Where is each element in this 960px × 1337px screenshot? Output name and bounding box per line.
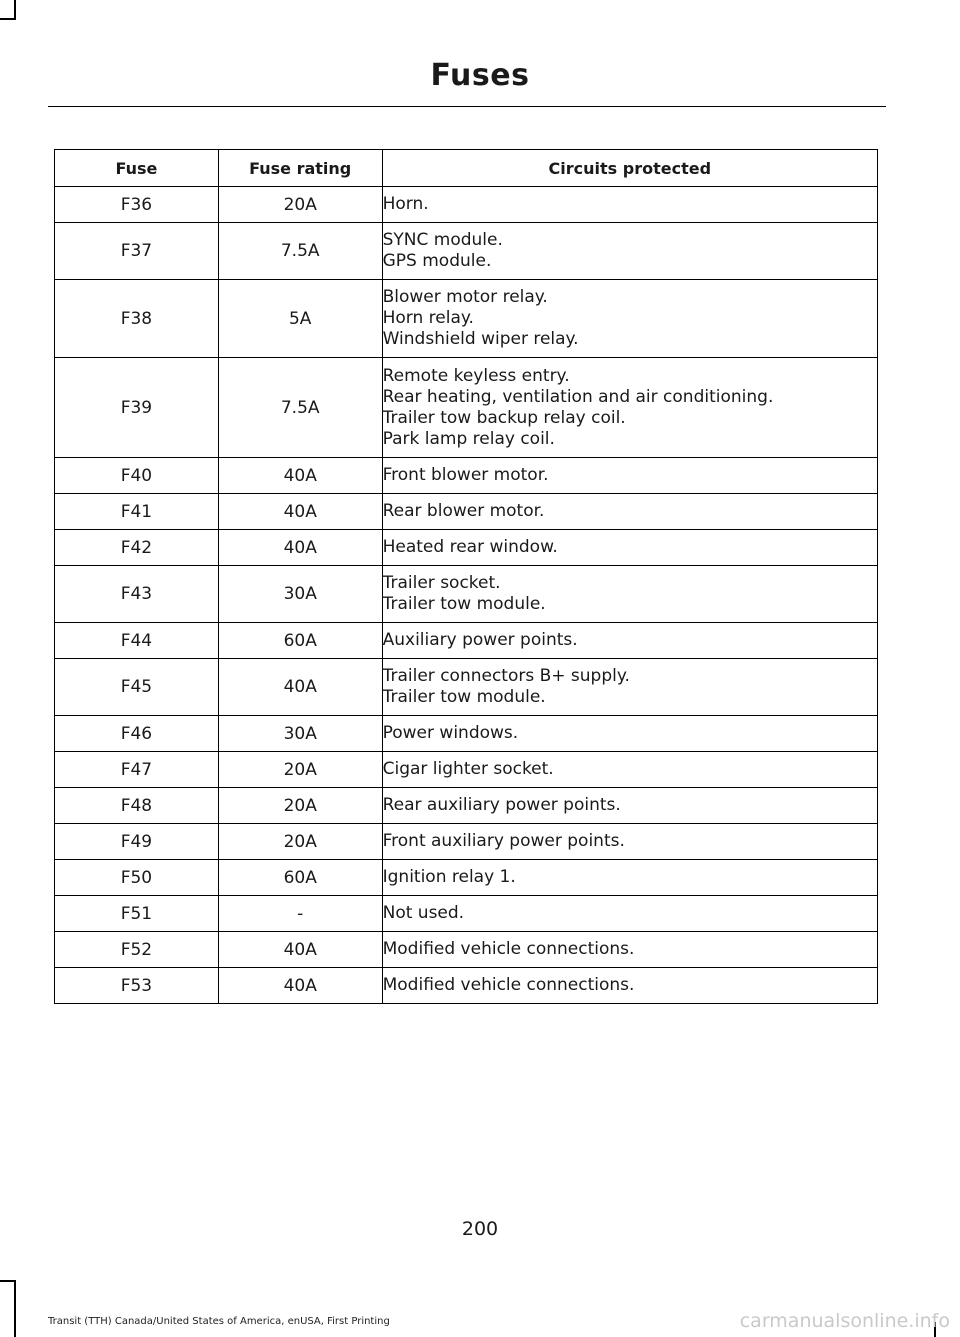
circuit-line: Rear blower motor. <box>382 501 545 521</box>
table-row <box>55 716 878 752</box>
title-divider <box>48 106 886 107</box>
crop-mark <box>0 18 16 20</box>
circuits-cell <box>382 623 877 659</box>
circuit-line: SYNC module. <box>382 230 503 250</box>
crop-mark <box>14 0 16 20</box>
circuit-line: Cigar lighter socket. <box>382 759 554 779</box>
fuse-id-cell: F45 <box>55 659 219 716</box>
fuse-rating-cell: - <box>218 896 382 932</box>
circuit-line: Trailer tow module. <box>382 687 546 707</box>
page-title: Fuses <box>430 58 530 93</box>
crop-mark <box>14 1280 16 1337</box>
watermark: carmanualsonline.info <box>739 1310 950 1332</box>
circuits-cell <box>382 458 877 494</box>
circuits-cell <box>382 187 877 223</box>
fuse-id-cell: F43 <box>55 566 219 623</box>
table-row <box>55 358 878 458</box>
circuit-line: Rear auxiliary power points. <box>382 795 621 815</box>
circuits-cell <box>382 566 877 623</box>
circuits-cell <box>382 716 877 752</box>
fuse-rating-cell: 40A <box>218 458 382 494</box>
circuits-cell <box>382 896 877 932</box>
circuits-cell <box>382 788 877 824</box>
table-row <box>55 494 878 530</box>
fuse-rating-cell: 60A <box>218 623 382 659</box>
circuit-line: Modified vehicle connections. <box>382 975 635 995</box>
fuse-id-cell: F46 <box>55 716 219 752</box>
circuit-line: Power windows. <box>382 723 519 743</box>
circuits-cell <box>382 860 877 896</box>
circuit-line: Trailer tow backup relay coil. <box>382 407 626 428</box>
fuse-rating-cell: 20A <box>218 752 382 788</box>
fuse-id-cell: F44 <box>55 623 219 659</box>
table-row <box>55 566 878 623</box>
fuse-id-cell: F53 <box>55 968 219 1004</box>
fuse-rating-cell: 40A <box>218 932 382 968</box>
table-header-row <box>55 150 878 187</box>
fuse-rating-cell: 30A <box>218 566 382 623</box>
circuit-line: Horn relay. <box>382 308 474 328</box>
fuse-id-cell: F37 <box>55 223 219 280</box>
fuse-rating-cell: 40A <box>218 494 382 530</box>
circuit-line: Ignition relay 1. <box>382 867 516 887</box>
circuit-line: Blower motor relay. <box>382 287 548 307</box>
fuse-id-cell: F52 <box>55 932 219 968</box>
table-row <box>55 623 878 659</box>
circuits-cell <box>382 358 877 458</box>
table-row <box>55 458 878 494</box>
fuse-rating-cell: 40A <box>218 968 382 1004</box>
table-row <box>55 752 878 788</box>
column-header-circuits: Circuits protected <box>382 150 877 187</box>
fuse-id-cell: F51 <box>55 896 219 932</box>
circuits-cell <box>382 752 877 788</box>
circuit-line: GPS module. <box>382 251 492 271</box>
fuse-id-cell: F49 <box>55 824 219 860</box>
table-row <box>55 223 878 280</box>
circuit-line: Remote keyless entry. <box>382 365 570 386</box>
circuit-line: Park lamp relay coil. <box>382 428 555 449</box>
table-row <box>55 824 878 860</box>
fuse-rating-cell: 40A <box>218 530 382 566</box>
circuit-line: Front blower motor. <box>382 465 549 485</box>
circuits-cell <box>382 530 877 566</box>
circuit-line: Trailer socket. <box>382 573 501 593</box>
table-row <box>55 530 878 566</box>
fuse-rating-cell: 7.5A <box>218 358 382 458</box>
table-row <box>55 968 878 1004</box>
circuits-cell <box>382 932 877 968</box>
table-row <box>55 860 878 896</box>
fuse-id-cell: F50 <box>55 860 219 896</box>
circuit-line: Trailer connectors B+ supply. <box>382 666 630 686</box>
fuse-id-cell: F48 <box>55 788 219 824</box>
fuse-id-cell: F41 <box>55 494 219 530</box>
table-body <box>55 187 878 1004</box>
table-row <box>55 187 878 223</box>
fuse-rating-cell: 20A <box>218 187 382 223</box>
fuse-id-cell: F47 <box>55 752 219 788</box>
fuse-rating-cell: 7.5A <box>218 223 382 280</box>
circuit-line: Not used. <box>382 903 465 923</box>
circuit-line: Windshield wiper relay. <box>382 329 579 349</box>
fuse-rating-cell: 5A <box>218 280 382 358</box>
circuits-cell <box>382 494 877 530</box>
table-row <box>55 280 878 358</box>
fuse-rating-cell: 30A <box>218 716 382 752</box>
circuit-line: Front auxiliary power points. <box>382 831 625 851</box>
fuse-rating-cell: 40A <box>218 659 382 716</box>
column-header-rating: Fuse rating <box>218 150 382 187</box>
crop-mark <box>0 1280 16 1282</box>
table-row <box>55 659 878 716</box>
circuits-cell <box>382 968 877 1004</box>
fuse-table <box>54 149 878 1004</box>
table-row <box>55 788 878 824</box>
circuit-line: Horn. <box>382 194 429 214</box>
table-row <box>55 896 878 932</box>
circuit-line: Modified vehicle connections. <box>382 939 635 959</box>
circuits-cell <box>382 280 877 358</box>
table-row <box>55 932 878 968</box>
fuse-rating-cell: 60A <box>218 860 382 896</box>
circuit-line: Auxiliary power points. <box>382 630 578 650</box>
circuits-cell <box>382 223 877 280</box>
circuit-line: Rear heating, ventilation and air conditioning. <box>382 386 774 407</box>
circuits-cell <box>382 659 877 716</box>
fuse-id-cell: F40 <box>55 458 219 494</box>
circuit-line: Trailer tow module. <box>382 594 546 614</box>
page-number: 200 <box>461 1218 499 1240</box>
fuse-id-cell: F36 <box>55 187 219 223</box>
fuse-id-cell: F39 <box>55 358 219 458</box>
fuse-id-cell: F38 <box>55 280 219 358</box>
column-header-fuse: Fuse <box>55 150 219 187</box>
circuit-line: Heated rear window. <box>382 537 558 557</box>
fuse-id-cell: F42 <box>55 530 219 566</box>
fuse-rating-cell: 20A <box>218 788 382 824</box>
publication-footer: Transit (TTH) Canada/United States of America, enUSA, First Printing <box>48 1316 390 1327</box>
fuse-rating-cell: 20A <box>218 824 382 860</box>
circuits-cell <box>382 824 877 860</box>
